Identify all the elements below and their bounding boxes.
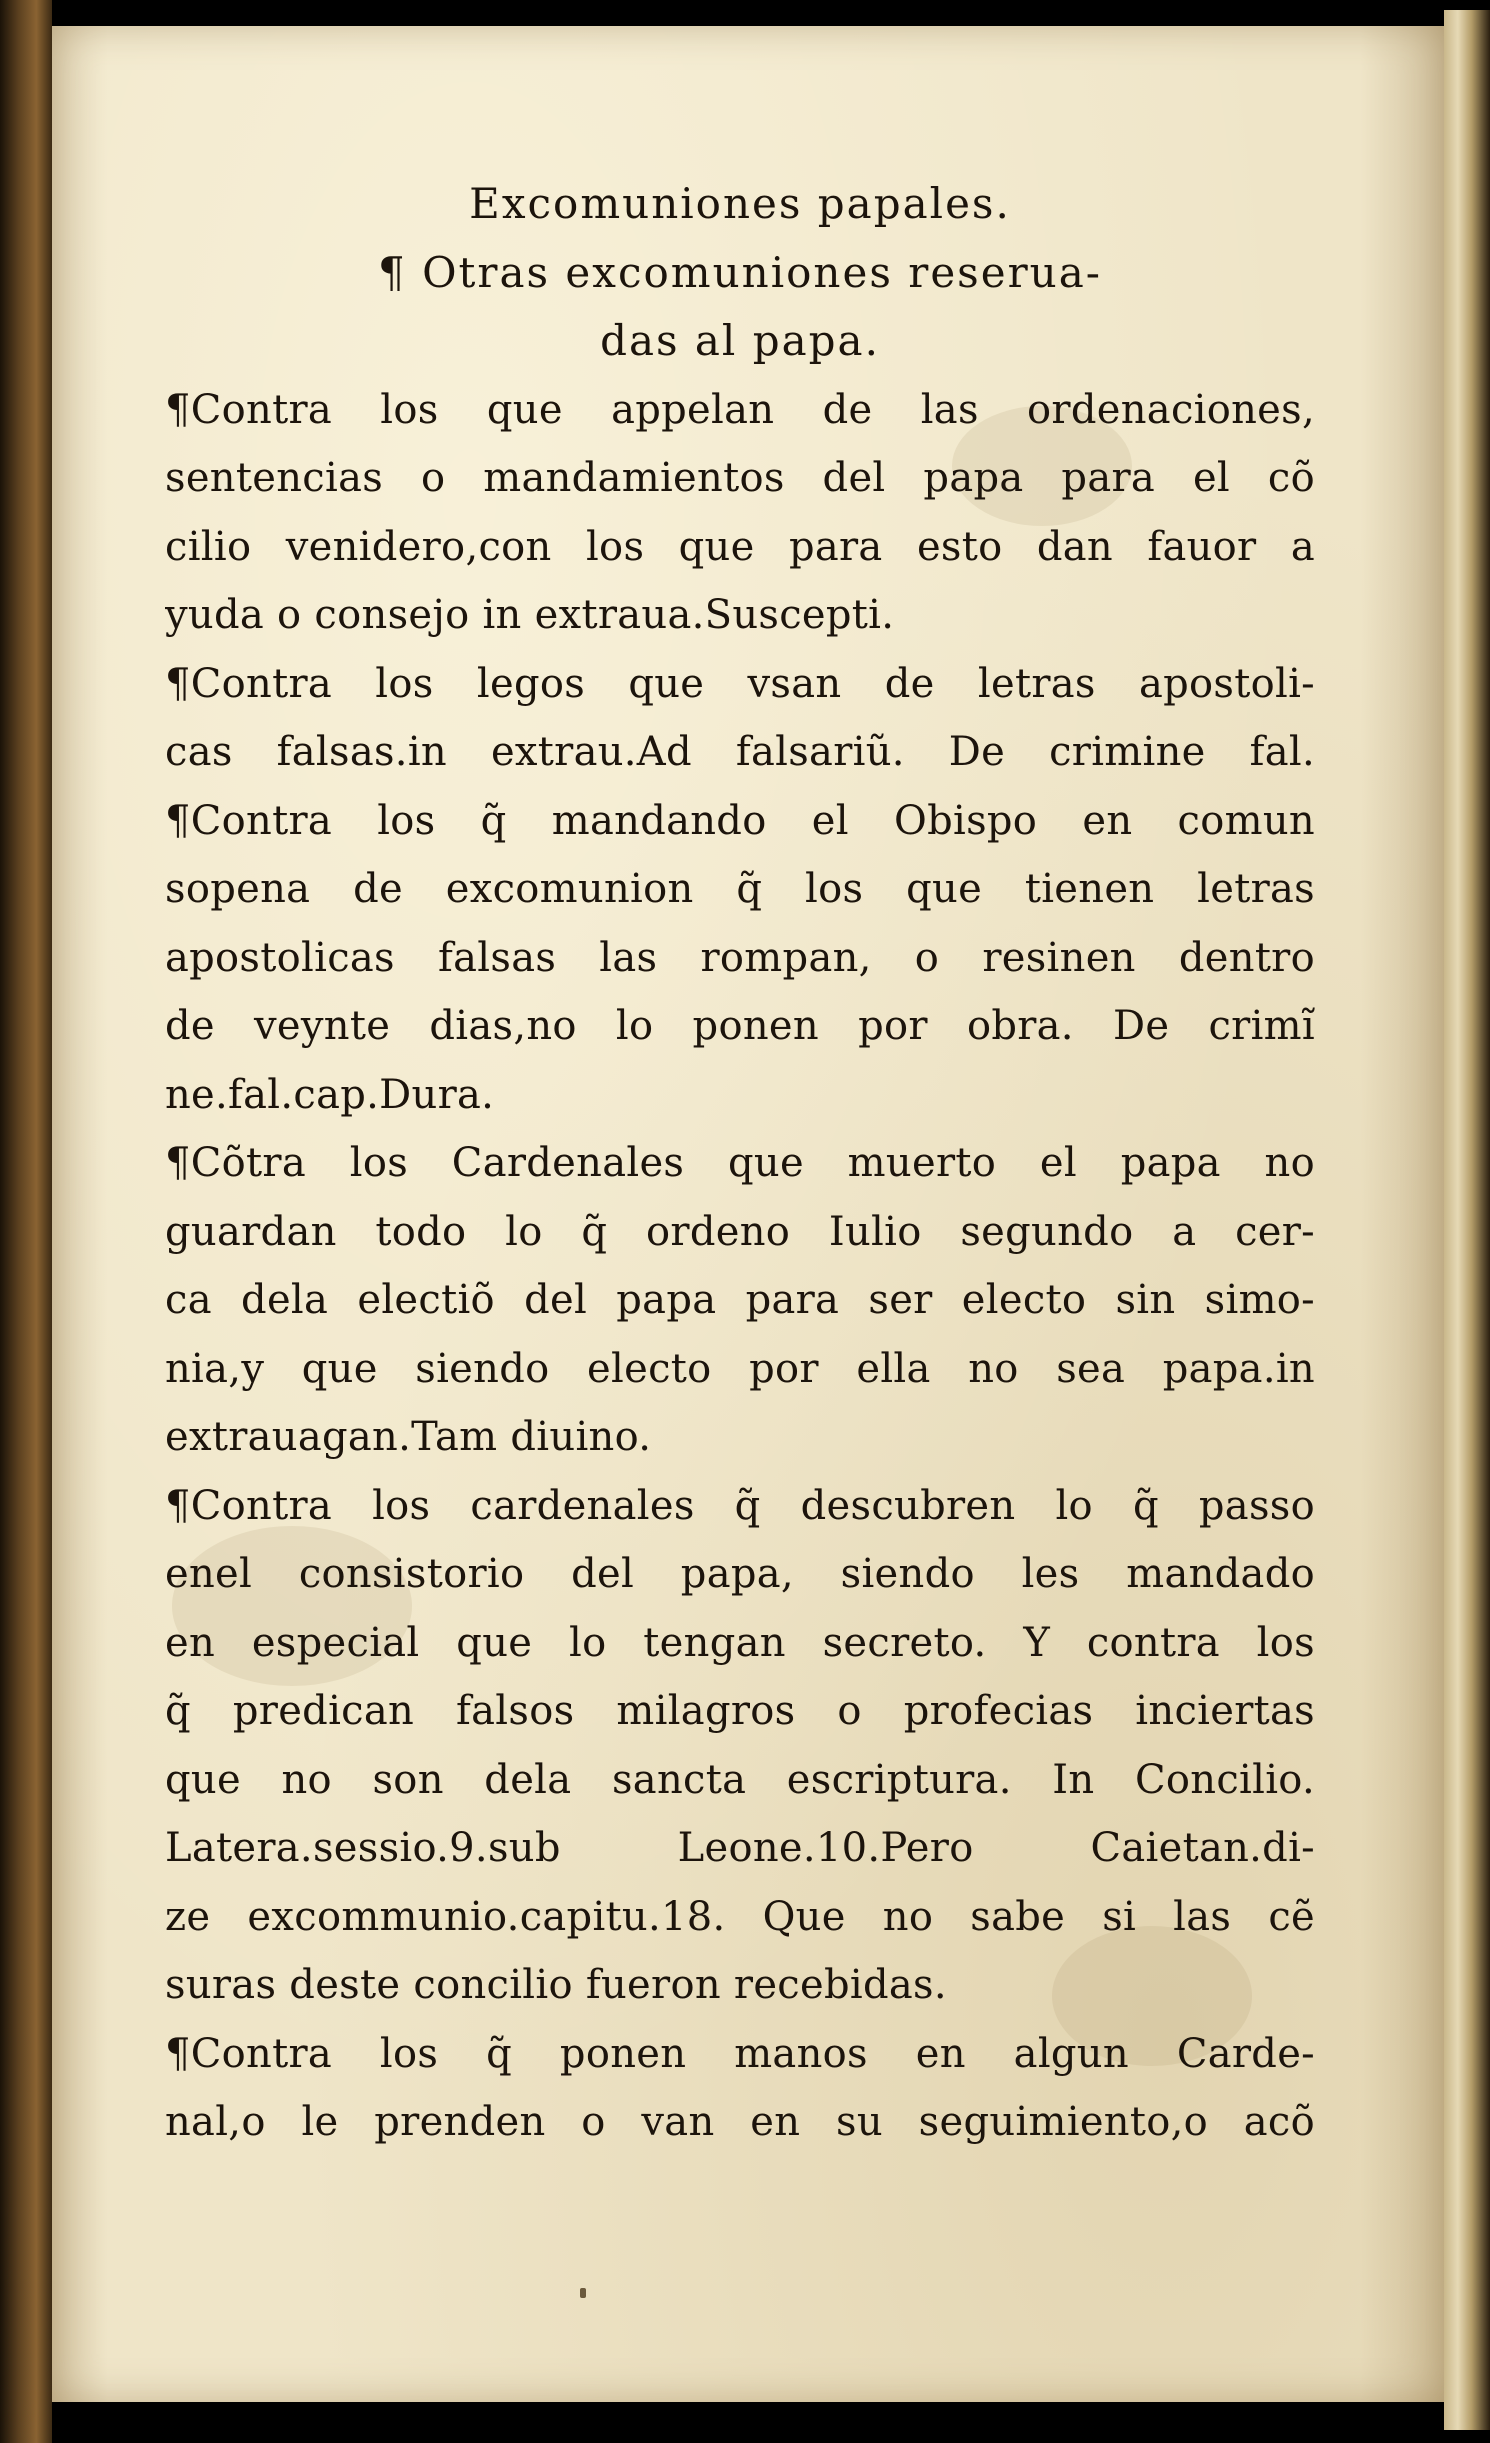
text-line: apostolicas falsas las rompan, o resinen dentro [165, 934, 1315, 981]
text-line: en especial que lo tengan secreto. Y contra los [165, 1619, 1315, 1666]
text-line: sopena de excomunion q̃ los que tienen letras [165, 866, 1315, 912]
text-line: sentencias o mandamientos del papa para el cõ [165, 455, 1315, 501]
printed-text [165, 170, 1315, 2157]
text-line: guardan todo lo q̃ ordeno Iulio segundo a cer- [165, 1208, 1315, 1255]
running-head: Excomuniones papales. [469, 179, 1011, 228]
text-line: nal,o le prenden o van en su seguimiento,o acõ [165, 2099, 1315, 2145]
text-line: ¶Contra los q̃ ponen manos en algun Carde- [165, 2030, 1315, 2077]
section-title-line-2: das al papa. [600, 316, 880, 365]
text-line: ¶Contra los legos que vsan de letras apostoli- [165, 660, 1315, 707]
section-title-line-1: ¶ Otras excomuniones reserua- [378, 247, 1102, 297]
text-line: ca dela electiõ del papa para ser electo sin simo- [165, 1277, 1315, 1323]
text-line: ze excommunio.capitu.18. Que no sabe si las cẽ [165, 1893, 1315, 1940]
text-line: enel consistorio del papa, siendo les mandado [165, 1551, 1315, 1597]
text-line: cas falsas.in extrau.Ad falsariũ. De crimine fal. [165, 729, 1315, 775]
text-line: ¶Contra los cardenales q̃ descubren lo q̃ passo [165, 1482, 1315, 1529]
page-blemish [580, 2288, 586, 2298]
text-line: yuda o consejo in extraua.Suscepti. [165, 592, 895, 638]
text-line: q̃ predican falsos milagros o profecias inciertas [165, 1688, 1315, 1734]
page-stack-edge [1444, 10, 1490, 2430]
text-line: ne.fal.cap.Dura. [165, 1071, 495, 1118]
text-line: extrauagan.Tam diuino. [165, 1414, 652, 1460]
text-line: ¶Contra los q̃ mandando el Obispo en comun [165, 797, 1315, 844]
text-line: suras deste concilio fueron recebidas. [165, 1962, 947, 2008]
text-line: Latera.sessio.9.sub Leone.10.Pero Caietan.di- [165, 1825, 1315, 1871]
text-line: ¶Cõtra los Cardenales que muerto el papa no [165, 1140, 1315, 1186]
text-line: que no son dela sancta escriptura. In Concilio. [165, 1756, 1315, 1803]
text-line: cilio venidero,con los que para esto dan fauor a [165, 523, 1315, 570]
text-line: nia,y que siendo electo por ella no sea papa.in [165, 1345, 1315, 1392]
text-line: ¶Contra los que appelan de las ordenaciones, [165, 386, 1315, 433]
book-cover-edge [0, 0, 52, 2443]
text-line: de veynte dias,no lo ponen por obra. De crimĩ [165, 1003, 1315, 1049]
